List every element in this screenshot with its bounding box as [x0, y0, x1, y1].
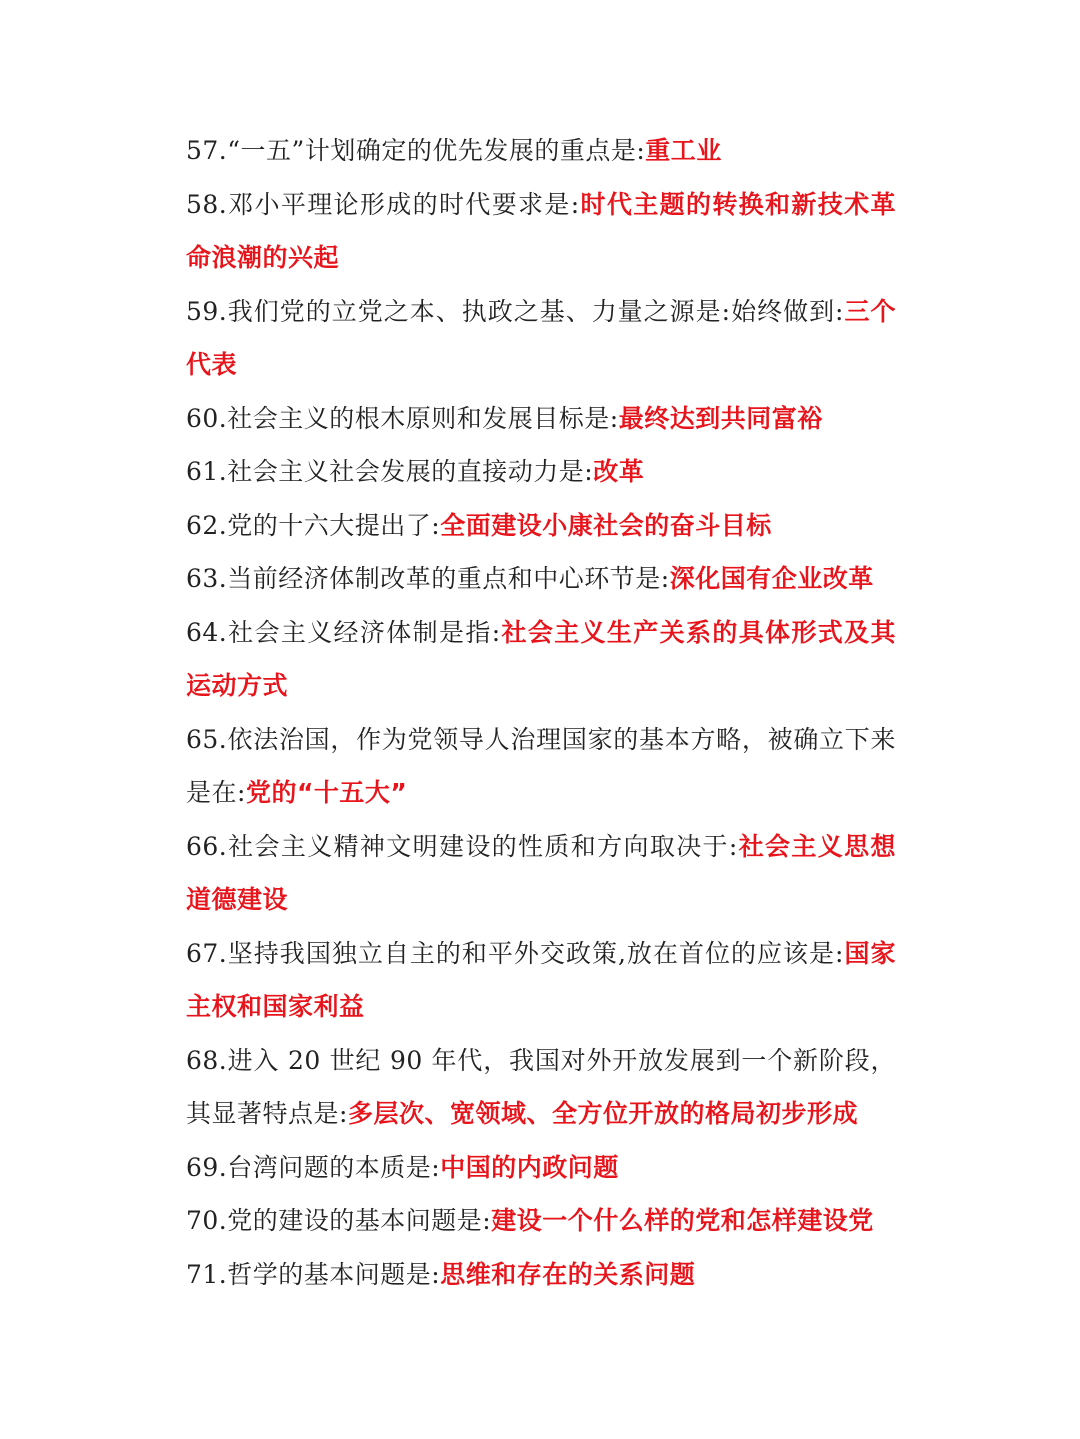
qa-item-58: [186, 178, 896, 285]
item-question: 我们党的立党之本、执政之基、力量之源是:始终做到:: [227, 296, 844, 326]
item-question: 社会主义经济体制是指:: [227, 617, 501, 647]
item-answer: 最终达到共同富裕: [618, 403, 823, 433]
item-number: 69.: [186, 1152, 228, 1182]
item-number: 60.: [186, 403, 228, 433]
qa-item-60: [186, 392, 896, 446]
item-number: 59.: [186, 296, 228, 326]
item-question: 依法治国，作为党领导人治理国家的基本方略，被确立下来是在:: [186, 724, 896, 807]
item-answer: 深化国有企业改革: [669, 564, 874, 593]
item-answer: 思维和存在的关系问题: [440, 1259, 696, 1289]
item-answer: 党的“十五大”: [245, 778, 408, 807]
item-answer: 社会主义思想道德建设: [186, 831, 896, 914]
qa-item-61: [186, 445, 896, 499]
item-question: 哲学的基本问题是:: [227, 1259, 441, 1289]
item-question: 党的建设的基本问题是:: [227, 1206, 492, 1235]
item-number: 65.: [186, 724, 228, 754]
item-number: 57.: [186, 136, 228, 165]
item-number: 63.: [186, 564, 228, 593]
qa-item-67: [186, 927, 896, 1034]
qa-item-71: [186, 1248, 896, 1302]
qa-item-70: [186, 1194, 896, 1248]
item-question: 党的十六大提出了:: [227, 510, 441, 540]
item-number: 61.: [186, 457, 228, 486]
qa-item-63: [186, 552, 896, 606]
item-number: 64.: [186, 617, 228, 647]
item-answer: 时代主题的转换和新技术革命浪潮的兴起: [186, 189, 896, 272]
qa-list: [186, 124, 896, 1301]
item-answer: 三个代表: [186, 296, 896, 379]
item-question: 社会主义社会发展的直接动力是:: [227, 457, 594, 486]
item-number: 70.: [186, 1206, 228, 1235]
item-question: 坚持我国独立自主的和平外交政策,放在首位的应该是:: [227, 938, 844, 968]
item-question: 台湾问题的本质是:: [227, 1152, 441, 1182]
item-number: 68.: [186, 1045, 228, 1075]
qa-item-62: [186, 499, 896, 553]
qa-item-57: [186, 124, 896, 178]
item-question: 当前经济体制改革的重点和中心环节是:: [227, 564, 670, 593]
item-number: 71.: [186, 1259, 228, 1289]
item-question: 社会主义精神文明建设的性质和方向取决于:: [227, 831, 738, 861]
item-answer: 改革: [593, 457, 645, 486]
item-answer: 国家主权和国家利益: [186, 938, 896, 1021]
item-question: 邓小平理论形成的时代要求是:: [227, 189, 580, 219]
item-number: 58.: [186, 189, 228, 219]
qa-item-68: [186, 1034, 896, 1141]
qa-item-64: [186, 606, 896, 713]
item-number: 62.: [186, 510, 228, 540]
qa-item-69: [186, 1141, 896, 1195]
item-number: 67.: [186, 938, 228, 968]
item-answer: 建设一个什么样的党和怎样建设党: [491, 1206, 874, 1235]
item-question: 进入 20 世纪 90 年代，我国对外开放发展到一个新阶段，其显著特点是:: [186, 1045, 896, 1128]
item-answer: 社会主义生产关系的具体形式及其运动方式: [186, 617, 896, 700]
qa-item-59: [186, 285, 896, 392]
item-question: 社会主义的根木原则和发展目标是:: [227, 403, 619, 433]
item-answer: 全面建设小康社会的奋斗目标: [440, 510, 772, 540]
item-answer: 中国的内政问题: [440, 1152, 619, 1182]
item-answer: 重工业: [645, 136, 722, 165]
qa-item-65: [186, 713, 896, 820]
item-question: “一五”计划确定的优先发展的重点是:: [227, 136, 646, 165]
item-number: 66.: [186, 831, 228, 861]
item-answer: 多层次、宽领域、全方位开放的格局初步形成: [347, 1099, 858, 1128]
qa-item-66: [186, 820, 896, 927]
